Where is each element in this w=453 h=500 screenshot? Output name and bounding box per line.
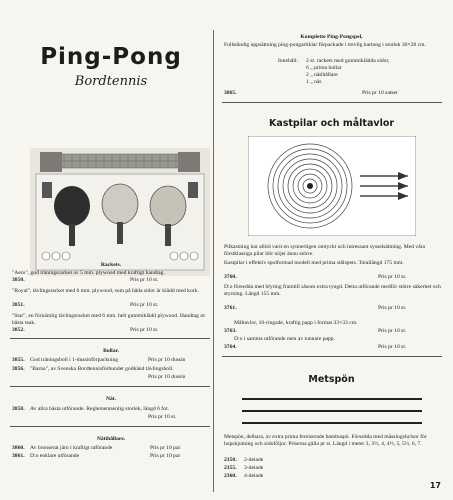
net-desc: Av allra bästa utförande. Reglementsenlig storlek, längd 6 fot. (30, 406, 169, 412)
set-contents-line: 6 „ prima bollar (306, 65, 342, 71)
holder-simple-number: 3861. (12, 453, 25, 459)
divider (222, 102, 442, 103)
page-title: Ping-Pong (40, 44, 182, 70)
divider (10, 386, 210, 387)
divider (10, 338, 210, 339)
net-heading: Nät. (105, 396, 117, 402)
racket-star-desc: "Star", en förnämlig tävlingsracket med 6 mm. helt gummiklädd plywood. Handtag av bästa teak. (12, 313, 206, 326)
racket-royal-desc: "Royal", tävlingsracket med 6 mm. plywood, som på båda sidor är klädd med kork. (12, 288, 199, 294)
set-contents-line: 2 „ nätihållare (306, 72, 338, 78)
rackets-heading: Rackets. (100, 262, 122, 268)
ping-pong-set-illustration (30, 148, 210, 276)
page-subtitle: Bordtennis (74, 74, 148, 89)
rod-row-label: 4-delade (244, 473, 264, 479)
holder-bronze-number: 3860. (12, 445, 25, 451)
rod-row-label: 2-delade (244, 457, 264, 463)
dartboard-illustration (248, 136, 416, 236)
racket-star-price: Pris pr 10 st. (130, 327, 159, 333)
holder-bronze-price: Pris pr 10 par (150, 445, 181, 451)
target-thick-desc: Måltavlor, 10-ringade, kraftig papp i format 33×33 cm. (234, 320, 358, 326)
ball-training-price: Pris pr 10 dussin (148, 357, 186, 363)
balls-heading: Bollar. (103, 348, 119, 354)
target-thin-price: Pris pr 10 st. (378, 344, 407, 350)
ball-barna-price: Pris pr 10 dussin (148, 374, 186, 380)
rod-row-number: 2355. (224, 465, 237, 471)
rod-row-label: 3-delade (244, 465, 264, 471)
set-contents-line: 2 st. rackets med gummiklädda sidor, (306, 58, 390, 64)
set-price: Pris pr 10 satser (362, 90, 398, 96)
divider (222, 356, 442, 357)
dart-plain-number: 3760. (224, 274, 237, 280)
set-contents-label: Innehåll: (278, 58, 298, 64)
darts-intro: Pilkastning har alltid varit en synnerligen omtyckt och intressant sysselsättning. Med våra förstklassiga pilar blir nöjet ännu större. (224, 244, 426, 257)
holder-simple-price: Pris pr 10 par (150, 453, 181, 459)
fishing-rod-illustration (242, 410, 422, 412)
right-column (218, 30, 445, 492)
darts-section-title: Kastpilar och måltavlor (268, 118, 395, 129)
fishing-rod-illustration (242, 398, 422, 400)
ball-training-number: 3855. (12, 357, 25, 363)
set-heading: Komplette Ping-Pongspel, (300, 34, 363, 40)
ball-barna-number: 3856. (12, 366, 25, 372)
divider (10, 426, 210, 427)
ball-barna-desc: "Barna", av Svenska Bordtennisförbundet godkänd tävlingsboll. (30, 366, 174, 372)
net-price: Pris pr 10 st. (148, 414, 177, 420)
racket-aero-desc: "Aero", god träningsracket av 5 mm. plywood med kraftigt handtag. (12, 270, 165, 276)
ball-training-desc: God träningsboll i 1-dussinförpackning (30, 357, 119, 363)
dart-plain-price: Pris pr 10 st. (378, 274, 407, 280)
dart-weighted-desc: D:o försedda med blyring framtill såsom extra tyngd. Detta utförande medför större säkerhet och styrning. Längd 155 mm. (224, 284, 441, 297)
racket-royal-price: Pris pr 10 st. (130, 302, 159, 308)
rod-row-number: 2360. (224, 473, 237, 479)
target-thin-number: 3764. (224, 344, 237, 350)
rod-row-number: 2350. (224, 457, 237, 463)
dart-plain-desc: Kastpilar i effektiv spolformad modell med prima stålspets. Totallängd 175 mm. (224, 260, 404, 266)
fishing-rod-illustration (242, 422, 422, 424)
rods-description: Metspön, delbara, av extra prima ferniserade bambuspö. Försedda med mässingshylsor för hopskjutning och sidoföljor. Priserna gälla pr st. Längd i meter 3, 3½, 4, 4½, 5, 5½, 6, 7. (224, 434, 427, 447)
target-thin-desc: D:o i samma utförande men av tunnare papp. (234, 336, 335, 342)
racket-star-number: 3852. (12, 327, 25, 333)
target-thick-number: 3763. (224, 328, 237, 334)
set-number: 3865. (224, 90, 237, 96)
holder-simple-desc: D:o enklare utförande (30, 453, 80, 459)
racket-aero-price: Pris pr 10 st. (130, 277, 159, 283)
dart-weighted-number: 3761. (224, 305, 237, 311)
set-contents-line: 1 „ nät. (306, 79, 323, 85)
holder-bronze-desc: Av bronserat järn i kraftigt utförande (30, 445, 113, 451)
target-thick-price: Pris pr 10 st. (378, 328, 407, 334)
racket-aero-number: 3850. (12, 277, 25, 283)
holder-heading: Nätihållare. (96, 436, 126, 442)
rods-section-title: Metspön (308, 374, 355, 385)
left-column (8, 30, 214, 492)
set-description: Fullständig uppsättning ping-pongartiklar förpackade i trevlig kartong i storlek 30×28 cm. (224, 42, 426, 48)
racket-royal-number: 3851. (12, 302, 25, 308)
net-number: 3858. (12, 406, 25, 412)
dart-weighted-price: Pris pr 10 st. (378, 305, 407, 311)
page-number: 17 (429, 481, 441, 490)
